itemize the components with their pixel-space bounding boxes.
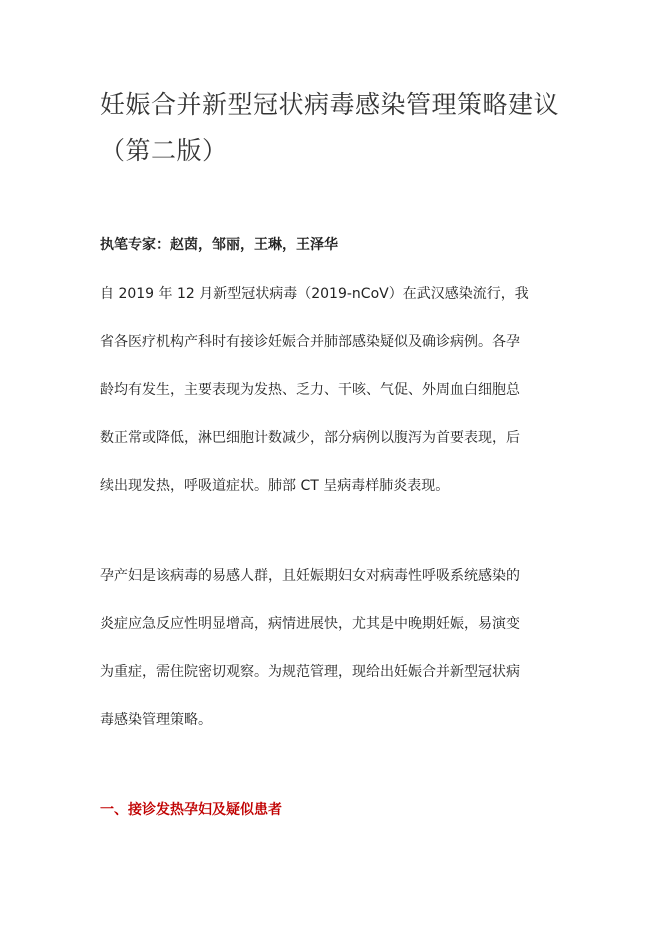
paragraph-line: 炎症应急反应性明显增高，病情进展快，尤其是中晚期妊娠，易演变	[100, 616, 520, 632]
paragraph-line: 省各医疗机构产科时有接诊妊娠合并肺部感染疑似及确诊病例。各孕	[100, 334, 520, 350]
section-heading-1: 一、接诊发热孕妇及疑似患者	[100, 802, 282, 818]
paragraph-susceptibility	[100, 552, 570, 744]
document-title	[100, 82, 570, 174]
paragraph-line: 续出现发热，呼吸道症状。肺部 CT 呈病毒样肺炎表现。	[100, 478, 450, 494]
paragraph-line: 毒感染管理策略。	[100, 712, 212, 728]
title-line-1: 妊娠合并新型冠状病毒感染管理策略建议	[100, 90, 560, 119]
paragraph-line: 数正常或降低，淋巴细胞计数减少，部分病例以腹泻为首要表现，后	[100, 430, 520, 446]
paragraph-line: 孕产妇是该病毒的易感人群，且妊娠期妇女对病毒性呼吸系统感染的	[100, 568, 520, 584]
paragraph-line: 龄均有发生，主要表现为发热、乏力、干咳、气促、外周血白细胞总	[100, 382, 520, 398]
paragraph-line: 为重症，需住院密切观察。为规范管理，现给出妊娠合并新型冠状病	[100, 664, 520, 680]
paragraph-line: 自 2019 年 12 月新型冠状病毒（2019-nCoV）在武汉感染流行，我	[100, 286, 529, 302]
author-list: 执笔专家：赵茵，邹丽，王琳，王泽华	[100, 237, 338, 253]
title-line-2: （第二版）	[100, 136, 228, 165]
paragraph-intro	[100, 270, 570, 510]
